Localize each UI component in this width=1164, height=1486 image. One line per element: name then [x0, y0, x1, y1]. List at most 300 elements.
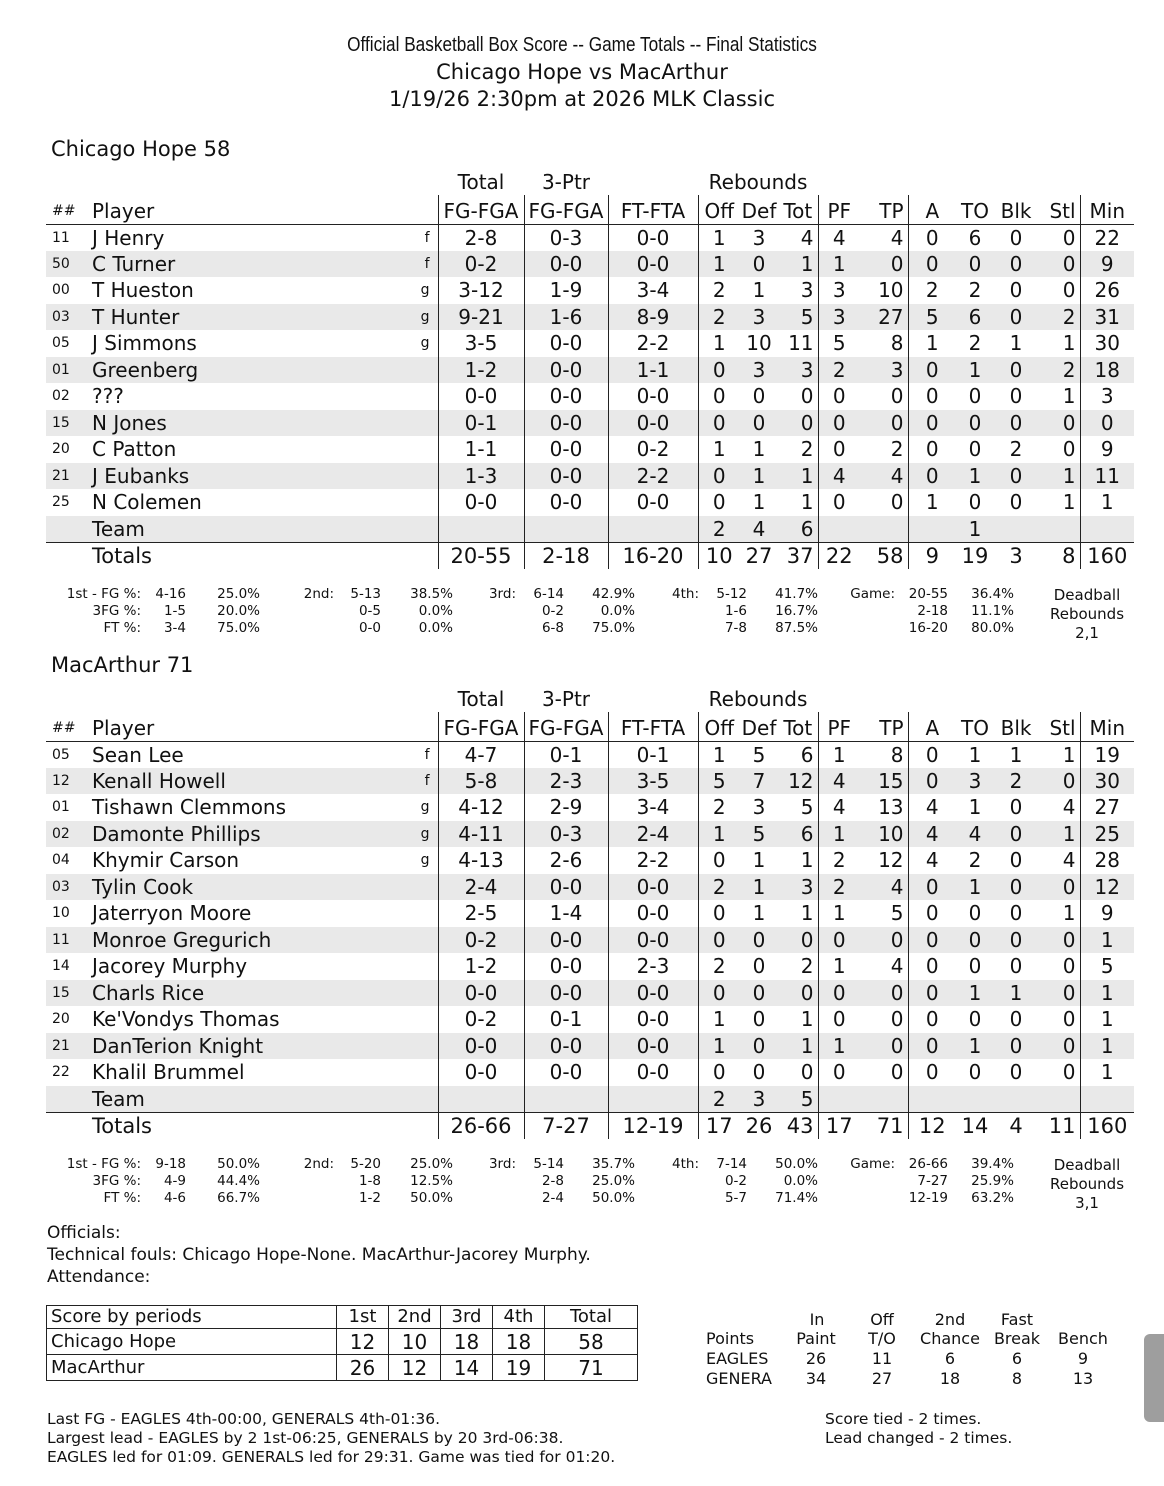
blank [994, 1086, 1038, 1113]
header-number: ## [46, 712, 90, 741]
minutes: 1 [1080, 489, 1134, 516]
header-row [46, 712, 1134, 741]
periods-row-macarthur [47, 1355, 638, 1381]
assists: 0 [908, 768, 956, 795]
blank [1038, 1086, 1080, 1113]
score-by-periods-table [46, 1305, 638, 1381]
player-number: 01 [46, 357, 90, 384]
period-2-header: 2nd [389, 1306, 441, 1329]
pf: 0 [818, 927, 860, 954]
player-name: Kenall Howell [90, 768, 392, 795]
q1-3fg-label: 3FG %: [92, 603, 141, 619]
q1-3fg-pct: 20.0% [217, 603, 260, 619]
ft: 0-0 [608, 980, 698, 1007]
team-label: Team [90, 516, 392, 543]
turnovers: 1 [956, 463, 994, 490]
blank [392, 1086, 438, 1113]
ft: 0-0 [608, 489, 698, 516]
periods-team-name: MacArthur [47, 1355, 337, 1381]
pf: 1 [818, 900, 860, 927]
header-off: Off [698, 712, 740, 741]
total-assists: 12 [908, 1112, 956, 1139]
period-score: 12 [389, 1355, 441, 1381]
player-position [392, 489, 438, 516]
score-tied-note: Score tied - 2 times. [825, 1410, 982, 1428]
def-reb: 3 [740, 357, 778, 384]
turnovers: 2 [968, 848, 982, 873]
header-player: Player [90, 712, 392, 741]
blank [392, 195, 438, 224]
ft: 2-2 [608, 847, 698, 874]
q2-label: 2nd: [303, 586, 334, 602]
fg3: 2-3 [524, 768, 608, 795]
pts-value: 27 [871, 1369, 893, 1388]
blank [608, 166, 698, 195]
assists: 1 [908, 489, 956, 516]
player-row [46, 821, 1134, 848]
blocks: 2 [994, 768, 1038, 795]
q3-3fg: 2-8 [541, 1173, 564, 1189]
blank [908, 683, 956, 712]
ft: 3-4 [608, 794, 698, 821]
def-reb: 1 [752, 848, 766, 873]
fg: 1-2 [438, 357, 524, 384]
attendance-label: Attendance: [47, 1267, 151, 1287]
header-group-row [46, 166, 1134, 195]
matchup-title: Chicago Hope vs MacArthur [436, 60, 728, 84]
total-blocks: 3 [994, 542, 1038, 569]
steals: 0 [1038, 768, 1080, 795]
blank [860, 683, 908, 712]
minutes: 5 [1080, 953, 1134, 980]
pts-value: 13 [1072, 1369, 1094, 1388]
blocks: 1 [1009, 331, 1023, 356]
q2-3fg-pct: 12.5% [410, 1173, 453, 1189]
player-position: g [392, 304, 438, 331]
game-fg: 26-66 [908, 1156, 948, 1172]
player-number: 03 [46, 304, 90, 331]
pts-value: 18 [939, 1369, 961, 1388]
steals: 0 [1038, 410, 1080, 437]
tot-reb: 2 [800, 437, 814, 462]
pf: 0 [818, 980, 860, 1007]
player-name: DanTerion Knight [90, 1033, 392, 1060]
header-player: Player [90, 195, 392, 224]
turnovers: 2 [968, 331, 982, 356]
tot-reb: 1 [778, 251, 818, 278]
header-to: TO [956, 195, 994, 224]
points-breakdown [700, 1310, 1120, 1390]
fg3: 0-0 [524, 463, 608, 490]
pf: 0 [818, 436, 860, 463]
fg3: 0-0 [524, 1033, 608, 1060]
blocks: 0 [1009, 384, 1023, 409]
player-number: 02 [52, 388, 70, 405]
player-position [392, 436, 438, 463]
player-row [46, 277, 1134, 304]
turnovers: 1 [956, 980, 994, 1007]
fg3: 0-0 [524, 953, 608, 980]
tp: 0 [860, 980, 908, 1007]
ft: 0-0 [608, 927, 698, 954]
def-reb: 1 [752, 437, 766, 462]
def-reb: 0 [740, 251, 778, 278]
pts-header-bench: Bench [1058, 1329, 1108, 1348]
pf: 5 [818, 330, 860, 357]
tot-reb: 0 [778, 410, 818, 437]
player-number: 10 [52, 905, 70, 922]
tp: 0 [890, 384, 904, 409]
steals: 0 [1038, 980, 1080, 1007]
q3-label: 3rd: [488, 586, 516, 602]
tot-reb: 5 [778, 1086, 818, 1113]
assists: 0 [908, 383, 956, 410]
game-3fg: 2-18 [917, 603, 948, 619]
game-3fg-pct: 25.9% [971, 1173, 1014, 1189]
player-row [46, 357, 1134, 384]
period-score: 18 [493, 1329, 545, 1355]
steals: 1 [1062, 331, 1076, 356]
total-tot-reb: 37 [778, 542, 818, 569]
tp: 4 [890, 225, 904, 250]
tot-reb: 3 [778, 874, 818, 901]
blank [392, 1112, 438, 1139]
off-reb: 0 [698, 357, 740, 384]
game-date-venue: 1/19/26 2:30pm at 2026 MLK Classic [388, 87, 776, 111]
blocks: 0 [994, 410, 1038, 437]
deadball-label: Deadball [1053, 1156, 1121, 1174]
player-number: 20 [52, 441, 70, 458]
off-reb: 1 [698, 1033, 740, 1060]
assists: 0 [908, 1059, 956, 1086]
blank [608, 1086, 698, 1113]
player-row [46, 1059, 1134, 1086]
pf: 1 [818, 741, 860, 768]
turnovers: 1 [956, 357, 994, 384]
pts-header-in: In [809, 1310, 825, 1329]
blank [608, 516, 698, 543]
player-position: f [424, 229, 430, 246]
period-total: 71 [545, 1355, 638, 1381]
blocks: 1 [994, 980, 1038, 1007]
tot-reb: 1 [800, 901, 814, 926]
ft: 0-0 [608, 900, 698, 927]
steals: 2 [1038, 357, 1080, 384]
q4-ft: 7-8 [724, 620, 747, 636]
period-1-header: 1st [337, 1306, 389, 1329]
assists: 4 [908, 821, 956, 848]
pts-header-paint: Paint [796, 1329, 836, 1348]
blank [956, 166, 994, 195]
fg: 1-3 [438, 463, 524, 490]
ft: 0-0 [608, 410, 698, 437]
game-label: Game: [850, 586, 895, 602]
player-number: 04 [52, 852, 70, 869]
blank [46, 1112, 90, 1139]
blocks: 0 [994, 357, 1038, 384]
blocks: 0 [994, 821, 1038, 848]
fg3: 1-6 [524, 304, 608, 331]
pf: 3 [818, 304, 860, 331]
player-row [46, 383, 1134, 410]
fg: 3-12 [438, 277, 524, 304]
tot-reb: 1 [778, 463, 818, 490]
off-reb: 0 [698, 410, 740, 437]
totals-label: Totals [90, 1112, 392, 1139]
assists: 0 [908, 357, 956, 384]
q2-3fg: 0-5 [358, 603, 381, 619]
def-reb: 10 [746, 331, 772, 356]
pts-header-points: Points [706, 1329, 755, 1348]
fg3: 0-0 [524, 1059, 608, 1086]
assists: 0 [908, 224, 956, 251]
off-reb: 1 [698, 1006, 740, 1033]
steals: 0 [1062, 225, 1076, 250]
blank [90, 683, 392, 712]
minutes: 25 [1080, 821, 1134, 848]
fg: 1-1 [438, 436, 524, 463]
tp: 4 [890, 954, 904, 979]
q3-ft: 6-8 [541, 620, 564, 636]
blank [860, 516, 908, 543]
steals: 1 [1038, 463, 1080, 490]
period-score: 26 [337, 1355, 389, 1381]
off-reb: 0 [698, 900, 740, 927]
pf: 2 [818, 847, 860, 874]
pts-value: 34 [805, 1369, 827, 1388]
fg3: 0-1 [524, 741, 608, 768]
off-reb: 1 [698, 224, 740, 251]
def-reb: 0 [740, 1033, 778, 1060]
header-tot: Tot [778, 195, 818, 224]
tot-reb: 6 [800, 742, 814, 767]
fg3: 0-0 [524, 357, 608, 384]
technical-fouls: Technical fouls: Chicago Hope-None. MacArthur-Jacorey Murphy. [47, 1245, 591, 1265]
player-name: Tishawn Clemmons [92, 795, 287, 820]
steals: 1 [1062, 384, 1076, 409]
turnovers [956, 1086, 994, 1113]
player-row [46, 794, 1134, 821]
pts-header-chance: Chance [920, 1329, 980, 1348]
totals-row [46, 542, 1134, 569]
player-position: f [424, 746, 430, 763]
def-reb: 3 [740, 1086, 778, 1113]
header-a: A [908, 195, 956, 224]
quarter-stats-chicago-hope [0, 586, 1164, 646]
total-steals: 8 [1038, 542, 1080, 569]
fg: 4-11 [438, 821, 524, 848]
minutes: 1 [1080, 1033, 1134, 1060]
tot-reb: 0 [778, 980, 818, 1007]
off-reb: 1 [698, 251, 740, 278]
scrollbar-thumb[interactable] [1144, 1334, 1164, 1422]
tot-reb: 1 [800, 848, 814, 873]
player-row [46, 768, 1134, 795]
assists: 0 [908, 980, 956, 1007]
player-number: 50 [46, 251, 90, 278]
period-score: 19 [493, 1355, 545, 1381]
pf: 4 [818, 768, 860, 795]
time-led-note: EAGLES led for 01:09. GENERALS led for 29:31. Game was tied for 01:20. [47, 1448, 616, 1466]
assists: 0 [908, 1033, 956, 1060]
steals: 1 [1062, 742, 1076, 767]
minutes: 22 [1080, 224, 1134, 251]
steals: 1 [1062, 490, 1076, 515]
blank [818, 516, 860, 543]
header-def: Def [740, 195, 778, 224]
game-label: Game: [850, 1156, 895, 1172]
q4-fg-pct: 50.0% [775, 1156, 818, 1172]
turnovers: 1 [968, 795, 982, 820]
blank [438, 516, 524, 543]
blank [994, 683, 1038, 712]
blocks: 0 [994, 874, 1038, 901]
header-tp: TP [860, 195, 908, 224]
player-position [392, 1033, 438, 1060]
pts-value: 6 [1011, 1349, 1023, 1368]
ft: 0-0 [608, 383, 698, 410]
def-reb: 1 [740, 463, 778, 490]
def-reb: 7 [740, 768, 778, 795]
blank [608, 683, 698, 712]
player-number: 03 [46, 874, 90, 901]
ft: 0-0 [608, 251, 698, 278]
fg3: 0-0 [524, 489, 608, 516]
fg3: 0-0 [524, 874, 608, 901]
header-fg3: FG-FGA [524, 712, 608, 741]
player-number: 15 [46, 410, 90, 437]
pts-header-break: Break [993, 1329, 1041, 1348]
player-row [46, 927, 1134, 954]
fg3: 0-3 [524, 821, 608, 848]
minutes: 28 [1080, 847, 1134, 874]
blocks: 0 [994, 463, 1038, 490]
player-position [392, 410, 438, 437]
tp: 0 [890, 1060, 904, 1085]
fg3: 0-3 [524, 224, 608, 251]
player-name: T Hunter [90, 304, 392, 331]
off-reb: 0 [698, 927, 740, 954]
turnovers: 1 [956, 1033, 994, 1060]
blank [908, 1086, 956, 1113]
tot-reb: 1 [800, 1007, 814, 1032]
blocks: 0 [1009, 1060, 1023, 1085]
tot-reb: 1 [800, 490, 814, 515]
pf: 0 [818, 1006, 860, 1033]
player-number: 05 [52, 335, 70, 352]
pf: 4 [818, 794, 860, 821]
pf: 4 [818, 463, 860, 490]
turnovers: 1 [956, 516, 994, 543]
off-reb: 1 [698, 821, 740, 848]
ft: 0-0 [608, 1033, 698, 1060]
header-fg3: FG-FGA [524, 195, 608, 224]
player-number: 15 [46, 980, 90, 1007]
team-label: Team [90, 1086, 392, 1113]
last-fg-note: Last FG - EAGLES 4th-00:00, GENERALS 4th-01:36. [47, 1410, 441, 1428]
player-number: 12 [46, 768, 90, 795]
player-name: ??? [92, 384, 124, 409]
player-name: Khalil Brummel [92, 1060, 245, 1085]
pf: 0 [818, 383, 860, 410]
q2-fg: 5-13 [350, 586, 381, 602]
fg: 4-12 [438, 794, 524, 821]
player-name: J Eubanks [90, 463, 392, 490]
steals: 1 [1062, 901, 1076, 926]
blank [860, 1086, 908, 1113]
blank [994, 516, 1038, 543]
player-name: N Jones [90, 410, 392, 437]
header-min: Min [1080, 712, 1134, 741]
q1-fg-pct: 25.0% [217, 586, 260, 602]
player-row [46, 953, 1134, 980]
player-row [46, 874, 1134, 901]
total-def-reb: 26 [740, 1112, 778, 1139]
player-number: 11 [46, 927, 90, 954]
header-total: Total [457, 170, 505, 194]
player-row [46, 410, 1134, 437]
tp: 12 [878, 848, 904, 873]
def-reb: 0 [740, 410, 778, 437]
total-steals: 11 [1038, 1112, 1080, 1139]
deadball-value: 3,1 [1075, 1194, 1099, 1212]
pf: 3 [818, 277, 860, 304]
off-reb: 2 [698, 304, 740, 331]
period-total: 58 [545, 1329, 638, 1355]
fg3: 2-6 [524, 847, 608, 874]
pf: 0 [818, 1059, 860, 1086]
off-reb: 0 [698, 1059, 740, 1086]
period-score: 14 [441, 1355, 493, 1381]
header-rebounds: Rebounds [708, 170, 808, 194]
q3-fg: 5-14 [533, 1156, 564, 1172]
team-title-chicago-hope: Chicago Hope 58 [51, 137, 231, 161]
off-reb: 1 [698, 330, 740, 357]
player-name: Sean Lee [92, 742, 184, 767]
q4-3fg-pct: 16.7% [775, 603, 818, 619]
steals: 0 [1062, 1060, 1076, 1085]
turnovers: 0 [956, 410, 994, 437]
minutes: 1 [1080, 980, 1134, 1007]
player-row [46, 224, 1134, 251]
q4-fg-pct: 41.7% [775, 586, 818, 602]
player-position [392, 900, 438, 927]
fg3: 1-9 [524, 277, 608, 304]
player-position [392, 1059, 438, 1086]
def-reb: 5 [740, 821, 778, 848]
game-fg: 20-55 [908, 586, 948, 602]
team-row [46, 516, 1134, 543]
total-ft: 16-20 [608, 542, 698, 569]
fg: 0-2 [438, 251, 524, 278]
q2-fg-pct: 25.0% [410, 1156, 453, 1172]
blank [90, 166, 392, 195]
off-reb: 2 [698, 874, 740, 901]
game-fg-pct: 39.4% [971, 1156, 1014, 1172]
def-reb: 0 [752, 1007, 766, 1032]
blank [1038, 166, 1080, 195]
player-name: N Colemen [92, 490, 202, 515]
total-fg: 20-55 [438, 542, 524, 569]
team-title-macarthur: MacArthur 71 [51, 653, 194, 677]
pts-header-off: Off [870, 1310, 894, 1329]
def-reb: 0 [740, 980, 778, 1007]
fg: 2-5 [438, 900, 524, 927]
tp: 10 [878, 278, 904, 303]
tot-reb: 0 [800, 384, 814, 409]
q1-ft: 3-4 [163, 620, 186, 636]
game-3fg-pct: 11.1% [971, 603, 1014, 619]
